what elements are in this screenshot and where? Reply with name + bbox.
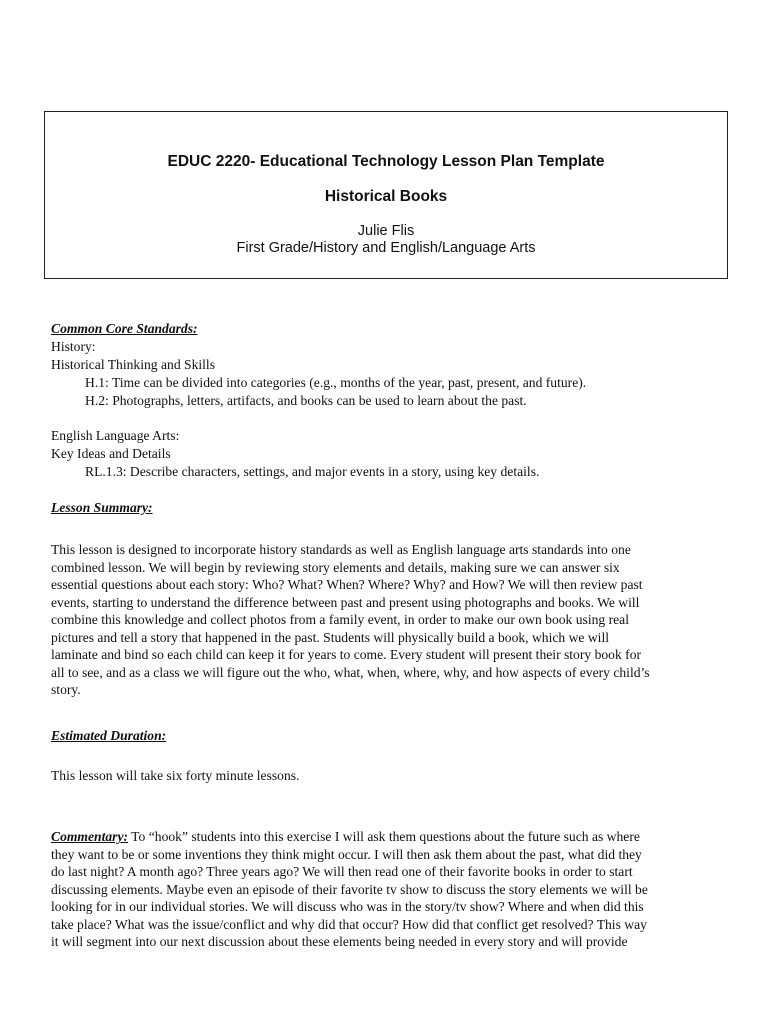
title-box: [44, 111, 728, 279]
commentary-heading: Commentary:: [51, 829, 129, 844]
commentary-line: take place? What was the issue/conflict and why did that occur? How did that conflict get resolved? This way: [51, 916, 647, 932]
commentary-line: they want to be or some inventions they think might occur. I will then ask them about the past, what did they: [51, 846, 642, 862]
standard-h1: H.1: Time can be divided into categories (e.g., months of the year, past, present, and future).: [85, 375, 587, 390]
lesson-title: Historical Books: [324, 188, 448, 205]
summary-line: laminate and bind so each child can keep it for years to come. Every student will present their story book for: [51, 647, 642, 662]
commentary-line: discussing elements. Maybe even an episode of their favorite tv show to discuss the story elements we will be: [51, 881, 648, 897]
summary-line: combined lesson. We will begin by reviewing story elements and details, making sure we can answer six: [51, 559, 620, 575]
standard-rl13: RL.1.3: Describe characters, settings, and major events in a story, using key details.: [85, 464, 540, 479]
summary-line: combine this knowledge and collect photos from a family event, in order to make our own book using real: [51, 612, 629, 627]
commentary-line: it will segment into our next discussion about these elements being needed in every story and will provide: [51, 934, 628, 949]
commentary-first-line-text: To “hook” students into this exercise I will ask them questions about the future such as where: [128, 829, 640, 844]
history-label: History:: [51, 339, 96, 354]
duration-heading: Estimated Duration:: [51, 728, 167, 743]
standards-heading: Common Core Standards:: [51, 321, 198, 336]
duration-text: This lesson will take six forty minute lessons.: [51, 768, 300, 783]
summary-line: essential questions about each story: Who? What? When? Where? Why? and How? We will then review past: [51, 577, 643, 592]
commentary-first-line: [51, 828, 721, 846]
standard-h2: H.2: Photographs, letters, artifacts, and books can be used to learn about the past.: [85, 393, 527, 408]
commentary-paragraph: [51, 828, 721, 951]
summary-line: story.: [51, 682, 81, 697]
summary-line: events, starting to understand the difference between past and present using photographs and books. We will: [51, 594, 640, 610]
ela-area: Key Ideas and Details: [51, 446, 171, 461]
summary-heading: Lesson Summary:: [51, 500, 153, 515]
grade-subject: First Grade/History and English/Language Arts: [236, 240, 536, 256]
summary-line: This lesson is designed to incorporate history standards as well as English language arts standards into one: [51, 542, 631, 557]
summary-line: all to see, and as a class we will figure out the who, what, when, where, why, and how aspects of every child’s: [51, 664, 650, 680]
course-title: EDUC 2220- Educational Technology Lesson Plan Template: [167, 153, 605, 170]
summary-paragraph: [51, 541, 721, 699]
summary-line: pictures and tell a story that happened in the past. Students will physically build a book, which we will: [51, 629, 609, 645]
history-area: Historical Thinking and Skills: [51, 357, 216, 372]
ela-label: English Language Arts:: [51, 428, 180, 443]
commentary-line: looking for in our individual stories. We will discuss who was in the story/tv show? Where and when did this: [51, 899, 644, 914]
commentary-line: do last night? A month ago? Three years ago? We will then read one of their favorite books in order to start: [51, 864, 633, 879]
author-name: Julie Flis: [357, 223, 415, 239]
